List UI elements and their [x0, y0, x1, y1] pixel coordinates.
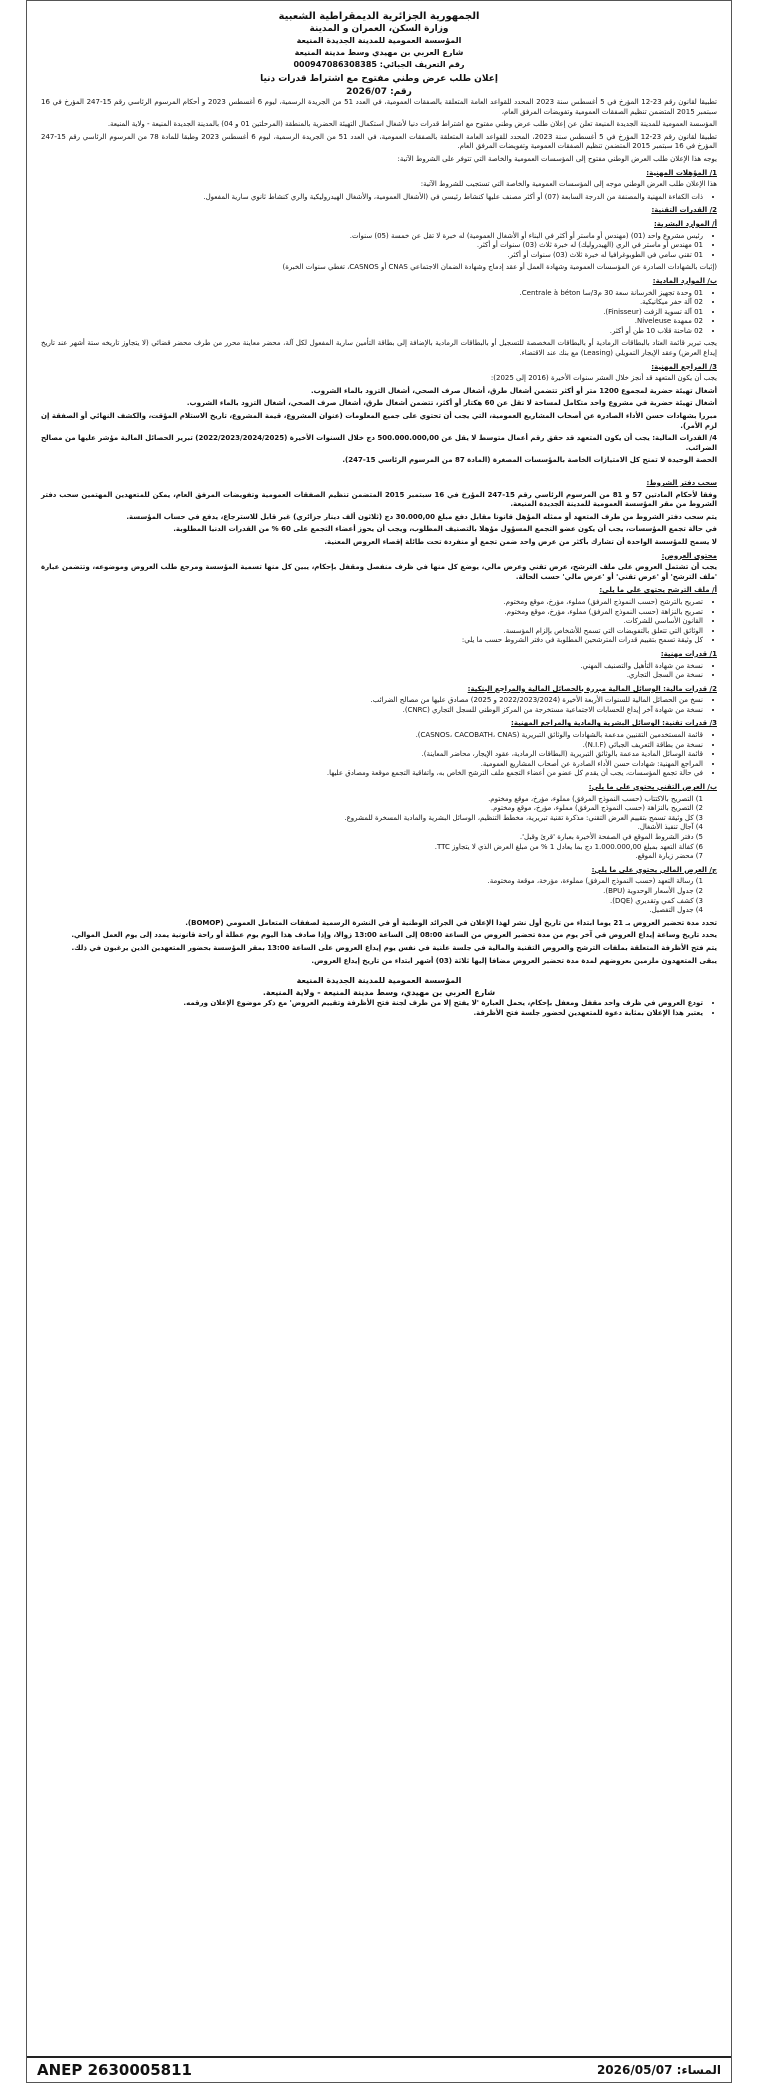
finance-paragraph: 4/ القدرات المالية: يجب أن يكون المتعهد قد حقق رقم أعمال متوسط لا يقل عن 500.000.000,00 دج خلال السنوات الأخيرة (2022/2023/2024/2025) تبرير الحصائل المالية مؤشر عليها من مصالح الضرائب.: [40, 434, 717, 452]
list-item: • 01 آلة تسوية الزفت (Finisseur).: [41, 308, 703, 318]
list-item: • تصريح بالترشح (حسب النموذج المرفق) مملوء، مؤرخ، موقع ومختوم.: [41, 598, 703, 608]
technical-capacity-list: [41, 731, 717, 779]
publication-date: المساء: 2026/05/07: [596, 2063, 721, 2077]
list-item: • 02 آلة حفر ميكانيكية.: [41, 298, 703, 308]
section-heading: 1/ المؤهلات المهنية:: [646, 168, 717, 177]
withdraw-paragraph: لا يسمح للمؤسسة الواحدة أن تشارك بأكثر من عرض واحد ضمن تجمع أو منفردة تحت طائلة إقصاء العروض المعنية.: [324, 537, 717, 546]
list-item: • في حالة تجمع المؤسسات، يجب أن يقدم كل عضو من أعضاء التجمع ملف الترشح الخاص به، واتفاقية التجمع موقعة ومصادق عليها.: [41, 769, 703, 779]
list-item: • قائمة المستخدمين التقنيين مدعمة بالشهادات والوثائق التبريرية (CASNOS، CACOBATH، CNAS).: [41, 731, 703, 741]
section-note: يجب تبرير قائمة العتاد بالبطاقات الرمادية أو بالبطاقات المخصصة للتسجيل أو بالبطاقات الرمادية بالإضافة إلى بطاقة التأمين سارية المفعول لكل آلة، محضر معاينة محرر من طرف محضر قضائي (لا يتجاوز تاريخه ستة أشهر عند تاريخ إيداع العرض) وعقد الإيجار التمويلي (Leasing) مع بنك عند الاقتضاء.: [41, 339, 717, 358]
list-item: • تصريح بالنزاهة (حسب النموذج المرفق) مملوء، مؤرخ، موقع ومختوم.: [41, 608, 703, 618]
republic-title: الجمهورية الجزائرية الديمقراطية الشعبية: [278, 11, 480, 22]
list-item: 2) جدول الأسعار الوحدوية (BPU).: [603, 886, 703, 895]
list-item: 4) آجال تنفيذ الأشغال.: [637, 823, 703, 832]
list-item: • 01 وحدة تجهيز الخرسانة سعة 30 م3/سا Centrale à béton.: [41, 289, 703, 299]
list-item: • 01 مهندس أو ماستر في الري (الهيدروليك) له خبرة ثلاث (03) سنوات أو أكثر.: [41, 241, 703, 251]
list-item: 4) جدول التفصيل.: [649, 906, 703, 915]
subsection-heading: 1/ قدرات مهنية:: [660, 649, 717, 658]
list-item: 2) التصريح بالنزاهة (حسب النموذج المرفق) مملوء، مؤرخ، موقع ومختوم.: [490, 804, 703, 813]
withdraw-paragraph: في حالة تجمع المؤسسات، يجب أن يكون عضو التجمع المسؤول مؤهلا بالتصنيف المطلوب، ويجب أن يحوز أعضاء التجمع على 60 % من القدرات الدنيا المطلوبة.: [173, 525, 717, 534]
list-item: 1) رسالة التعهد (حسب النموذج المرفق) مملوءة، مؤرخة، موقعة ومختومة.: [487, 877, 703, 886]
human-resources-list: [41, 232, 717, 261]
offers-lead: يجب أن تشتمل العروض على ملف الترشح، عرض تقني وعرض مالي، يوضع كل منها في ظرف منفصل ومقفل بإحكام، يبين كل منها تسمية المؤسسة ومرجع طلب العروض وموضوعه، وتتضمن عبارة 'ملف الترشح' أو 'عرض تقني' أو 'عرض مالي' حسب الحالة.: [41, 563, 717, 581]
withdraw-paragraph: يتم سحب دفتر الشروط من طرف المتعهد أو ممثله المؤهل قانونا مقابل دفع مبلغ 30.000,00 دج (ثلاثون ألف دينار جزائري) غير قابل للاسترجاع، يدفع في حساب المؤسسة.: [126, 512, 717, 521]
financial-offer-list: [41, 877, 717, 915]
ministry-title: وزارة السكن، العمران و المدينة: [309, 24, 449, 34]
list-item: • نسخة من بطاقة التعريف الجبائي (N.I.F).: [41, 741, 703, 751]
notice-header: [41, 11, 717, 71]
list-item: • يعتبر هذا الإعلان بمثابة دعوة للمتعهدين لحضور جلسة فتح الأظرفة.: [41, 1009, 703, 1019]
qualification-list: [41, 193, 717, 203]
deadline-paragraph: يبقى المتعهدون ملزمين بعروضهم لمدة مدة تحضير العروض مضافا إليها ثلاثة (03) أشهر ابتداء من تاريخ إيداع العروض.: [311, 956, 717, 965]
closing-address: شارع العربي بن مهيدي، وسط مدينة المنيعة - ولاية المنيعة.: [262, 988, 496, 998]
list-item: • 01 تقني سامي في الطوبوغرافيا له خبرة ثلاث (03) سنوات أو أكثر.: [41, 251, 703, 261]
list-item: • نسخة من شهادة آخر إيداع للحسابات الاجتماعية مستخرجة من المركز الوطني للسجل التجاري (CNRC).: [41, 706, 703, 716]
page-footer: [27, 2056, 731, 2082]
subsection-heading: 3/ قدرات تقنية: الوسائل البشرية والمادية والمراجع المهنية:: [511, 719, 717, 728]
section-heading: 2/ القدرات التقنية:: [651, 206, 717, 215]
list-item: • المراجع المهنية: شهادات حسن الأداء الصادرة عن أصحاب المشاريع العمومية.: [41, 760, 703, 770]
subsection-heading: ب/ العرض التقني يحتوي على ما يلي:: [588, 783, 717, 792]
technical-offer-list: [41, 795, 717, 862]
list-item: • كل وثيقة تسمح بتقييم قدرات المترشحين المطلوبة في دفتر الشروط حسب ما يلي:: [41, 636, 703, 646]
intro-paragraph: المؤسسة العمومية للمدينة الجديدة المنيعة تعلن عن إعلان طلب عرض وطني مفتوح مع اشتراط قدرات دنيا لأشغال استكمال التهيئة الحضرية بالمنطقة (المرحلتين 01 و 04) بالمدينة الجديدة المنيعة - ولاية المنيعة.: [107, 120, 717, 129]
notice-body: [27, 1, 731, 1018]
list-item: • نسخة من السجل التجاري.: [41, 671, 703, 681]
anep-reference: ANEP 2630005811: [37, 2061, 192, 2079]
list-item: 1) التصريح بالاكتتاب (حسب النموذج المرفق) مملوء، مؤرخ، موقع ومختوم.: [488, 794, 703, 803]
newspaper-clipping: [26, 0, 732, 2083]
subsection-heading: ج/ العرض المالي يحتوي على ما يلي:: [591, 865, 717, 874]
subsection-heading: 2/ قدرات مالية: الوسائل المالية مبررة بالحصائل المالية والمراجع البنكية:: [467, 684, 717, 693]
intro-paragraph: يوجه هذا الإعلان طلب العرض الوطني مفتوح إلى المؤسسات العمومية والخاصة التي تتوفر على الشروط الآتية:: [397, 154, 717, 163]
agency-name: المؤسسة العمومية للمدينة الجديدة المنيعة: [296, 36, 462, 45]
list-item: • 02 ممهدة Niveleuse.: [41, 317, 703, 327]
section-heading: سحب دفتر الشروط:: [646, 479, 717, 487]
section-lead: هذا الإعلان طلب العرض الوطني موجه إلى المؤسسات العمومية والخاصة التي تستجيب للشروط الآتية:: [420, 180, 717, 189]
deadline-paragraph: يحدد تاريخ وساعة إيداع العروض في آخر يوم من مدة تحضير العروض من الساعة 08:00 إلى الساعة 13:00 زوالا، وإذا صادف هذا اليوم يوم عطلة أو راحة قانونية يمدد إلى يوم العمل الموالي.: [71, 931, 717, 940]
list-item: • تودع العروض في ظرف واحد مقفل ومغفل بإحكام، يحمل العبارة 'لا يفتح إلا من طرف لجنة فتح الأظرفة وتقييم العروض' مع ذكر موضوع الإعلان ورقمه.: [41, 999, 703, 1009]
deadline-paragraph: تحدد مدة تحضير العروض بـ 21 يوما ابتداء من تاريخ أول نشر لهذا الإعلان في الجرائد الوطنية أو في النشرة الرسمية لصفقات المتعامل العمومي (BOMOP).: [185, 918, 717, 927]
intro-paragraph: تطبيقا لقانون رقم 23-12 المؤرخ في 5 أغسطس سنة 2023، المحدد للقواعد العامة المتعلقة بالصفقات العمومية، في العدد 51 من الجريدة الرسمية، ليوم 6 أغسطس 2023 وطبقا للمادة 78 من المرسوم الرئاسي رقم 15-247 المؤرخ في 16 سبتمبر 2015 المتضمن تنظيم الصفقات العمومية وتفويضات المرفق العام.: [41, 132, 717, 151]
section-heading: 3/ المراجع المهنية:: [651, 362, 717, 371]
closing-list: [41, 999, 717, 1018]
list-item: • نسخ من الحصائل المالية للسنوات الأربعة الأخيرة (2022/2023/2024 و 2025) مصادق عليها من مصالح الضرائب.: [41, 696, 703, 706]
list-item: 5) دفتر الشروط الموقع في الصفحة الأخيرة بعبارة 'قرئ وقبل'.: [519, 833, 703, 841]
notice-title: إعلان طلب عرض وطني مفتوح مع اشتراط قدرات دنيا: [260, 74, 498, 84]
list-item: 3) كل وثيقة تسمح بتقييم العرض التقني: مذكرة تقنية تبريرية، مخطط التنظيم، الوسائل البشرية والمادية المسخرة للمشروع.: [344, 813, 703, 822]
intro-paragraph: تطبيقا لقانون رقم 23-12 المؤرخ في 5 أغسطس سنة 2023 المحدد للقواعد العامة المتعلقة بالصفقات العمومية، في العدد 51 من الجريدة الرسمية، ليوم 6 أغسطس 2023 و أحكام المرسوم الرئاسي رقم 15-247 المؤرخ في 16 سبتمبر 2015 المتضمن تنظيم الصفقات العمومية وتفويضات المرفق العام،: [41, 98, 717, 116]
section-lead: يجب أن يكون المتعهد قد أنجز خلال العشر سنوات الأخيرة (2016 إلى 2025):: [490, 374, 717, 383]
list-item: • نسخة من شهادة التأهيل والتصنيف المهني.: [41, 662, 703, 672]
closing-agency: المؤسسة العمومية للمدينة الجديدة المنيعة: [296, 976, 462, 986]
tax-id: رقم التعريف الجبائي: 000947086308385: [293, 60, 465, 69]
list-item: 7) محضر زيارة الموقع.: [635, 852, 703, 861]
subsection-heading: أ/ ملف الترشح يحتوي على ما يلي:: [599, 586, 717, 595]
deadline-paragraph: يتم فتح الأظرفة المتعلقة بملفات الترشح والعروض التقنية والمالية في جلسة علنية في نفس يوم إيداع العروض على الساعة 13:00 بمقر المؤسسة بحضور المتعهدين الذين يرغبون في ذلك.: [71, 943, 717, 952]
reference-item: مبررا بشهادات حسن الأداء الصادرة عن أصحاب المشاريع العمومية، التي يجب أن تحتوي على جميع المعلومات (عنوان المشروع، قيمة المشروع، تاريخ الاستلام المؤقت، والكشف النهائي أو الصفقة إن لزم الأمر).: [41, 412, 717, 430]
equipment-list: [41, 289, 717, 337]
agency-address: شارع العربي بن مهيدي وسط مدينة المنيعة: [294, 48, 464, 57]
notice-number: رقم: 2026/07: [346, 87, 412, 97]
section-heading: محتوى العروض:: [661, 551, 717, 560]
withdraw-paragraph: وفقا لأحكام المادتين 57 و 81 من المرسوم الرئاسي رقم 15-247 المؤرخ في 16 سبتمبر 2015 المتضمن تنظيم الصفقات العمومية وتفويضات المرفق العام، يمكن للمتعهدين المهتمين سحب دفتر الشروط من مقر المؤسسة العمومية للمدينة الجديدة المنيعة.: [41, 490, 717, 509]
financial-capacity-list: [41, 696, 717, 715]
list-item: • القانون الأساسي للشركات.: [41, 617, 703, 627]
closing-block: [41, 975, 717, 999]
subsection-heading: ب/ الموارد المادية:: [652, 276, 717, 285]
list-item: • 02 شاحنة قلاب 10 طن أو أكثر.: [41, 327, 703, 337]
subsection-heading: أ/ الموارد البشرية:: [654, 219, 717, 228]
list-item: • الوثائق التي تتعلق بالتفويضات التي تسمح للأشخاص بإلزام المؤسسة.: [41, 627, 703, 637]
section-note: (إثبات بالشهادات الصادرة عن المؤسسات العمومية وشهادة العمل أو عقد إدماج وشهادة الضمان الاجتماعي CNAS أو CASNOS، تغطي سنوات الخبرة): [282, 263, 717, 272]
list-item: 6) كفالة التعهد بمبلغ 1.000.000,00 دج بما يعادل 1 % من مبلغ العرض الذي لا يتجاوز TTC.: [434, 842, 703, 851]
list-item: • قائمة الوسائل المادية مدعمة بالوثائق التبريرية (البطاقات الرمادية، عقود الإيجار، محاضر المعاينة).: [41, 750, 703, 760]
professional-capacity-list: [41, 662, 717, 681]
list-item: • رئيس مشروع واحد (01) (مهندس أو ماستر أو أكثر في البناء أو الأشغال العمومية) له خبرة لا تقل عن خمسة (05) سنوات.: [41, 232, 703, 242]
candidature-list: [41, 598, 717, 646]
reference-item: أشغال تهيئة حضرية في مشروع واحد متكامل لمساحة لا تقل عن 60 هكتار أو أكثر، تتضمن أشغال طرق، أشغال صرف الصحي، أشغال التزود بالماء الشروب.: [186, 399, 717, 408]
reference-item: أشغال تهيئة حضرية لمجموع 1200 متر أو أكثر تتضمن أشغال طرق، أشغال صرف الصحي، أشغال التزود بالماء الشروب.: [311, 386, 717, 395]
list-item: 3) كشف كمي وتقديري (DQE).: [610, 896, 703, 905]
allocation-note: الحصة الوحيدة لا تمنح كل الامتيازات الخاصة بالمؤسسات المصغرة (المادة 87 من المرسوم الرئاسي 15-247).: [342, 456, 717, 465]
list-item: • ذات الكفاءة المهنية والمصنفة من الدرجة السابعة (07) أو أكثر مصنف عليها كنشاط رئيسي في (الأشغال العمومية، والأشغال الهيدروليكية والري كنشاط ثانوي سارية المفعول.: [41, 193, 703, 203]
